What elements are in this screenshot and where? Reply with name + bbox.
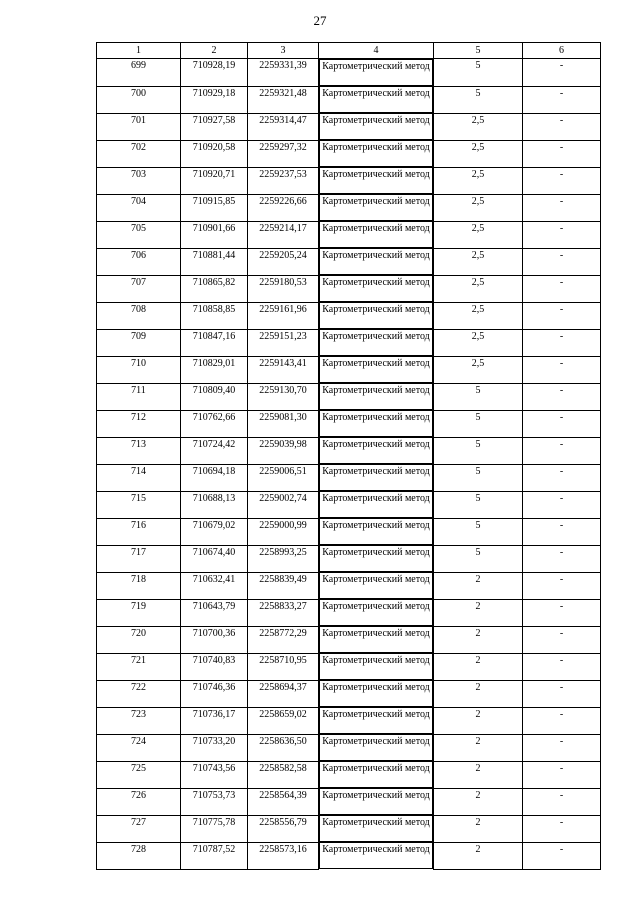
method-cell: Картометрический метод [319, 86, 433, 113]
point-number-cell: 710 [97, 356, 181, 383]
table-row [97, 464, 601, 491]
method-cell: Картометрический метод [319, 788, 433, 815]
accuracy-cell: 2 [434, 680, 523, 707]
note-cell: - [523, 842, 601, 869]
note-cell: - [523, 464, 601, 491]
note-cell: - [523, 167, 601, 194]
method-cell: Картометрический метод [319, 356, 433, 383]
accuracy-cell: 2 [434, 626, 523, 653]
page-number: 27 [313, 13, 327, 28]
table-header-row [97, 43, 601, 59]
accuracy-cell: 2,5 [434, 194, 523, 221]
point-number-cell: 717 [97, 545, 181, 572]
method-cell: Картометрический метод [319, 572, 433, 599]
table-row [97, 221, 601, 248]
method-cell: Картометрический метод [319, 437, 433, 464]
point-number-cell: 702 [97, 140, 181, 167]
method-cell: Картометрический метод [319, 167, 433, 194]
table-row [97, 680, 601, 707]
method-cell: Картометрический метод [319, 626, 433, 653]
accuracy-cell: 2 [434, 707, 523, 734]
y-coordinate-cell: 2259039,98 [248, 437, 319, 464]
accuracy-cell: 2,5 [434, 356, 523, 383]
x-coordinate-cell: 710740,83 [181, 653, 248, 680]
x-coordinate-cell: 710829,01 [181, 356, 248, 383]
point-number-cell: 705 [97, 221, 181, 248]
point-number-cell: 714 [97, 464, 181, 491]
accuracy-cell: 5 [434, 410, 523, 437]
note-cell: - [523, 707, 601, 734]
point-number-cell: 728 [97, 842, 181, 869]
y-coordinate-cell: 2259314,47 [248, 113, 319, 140]
point-number-cell: 723 [97, 707, 181, 734]
table-row [97, 113, 601, 140]
point-number-cell: 715 [97, 491, 181, 518]
method-cell: Картометрический метод [319, 680, 433, 707]
method-cell: Картометрический метод [319, 59, 433, 86]
point-number-cell: 704 [97, 194, 181, 221]
accuracy-cell: 5 [434, 59, 523, 87]
column-header-6: 6 [523, 43, 601, 59]
y-coordinate-cell: 2259321,48 [248, 86, 319, 113]
method-cell: Картометрический метод [319, 221, 433, 248]
accuracy-cell: 2,5 [434, 248, 523, 275]
x-coordinate-cell: 710927,58 [181, 113, 248, 140]
point-number-cell: 701 [97, 113, 181, 140]
y-coordinate-cell: 2259151,23 [248, 329, 319, 356]
y-coordinate-cell: 2258659,02 [248, 707, 319, 734]
y-coordinate-cell: 2259002,74 [248, 491, 319, 518]
x-coordinate-cell: 710679,02 [181, 518, 248, 545]
note-cell: - [523, 599, 601, 626]
y-coordinate-cell: 2259237,53 [248, 167, 319, 194]
point-number-cell: 720 [97, 626, 181, 653]
y-coordinate-cell: 2258556,79 [248, 815, 319, 842]
x-coordinate-cell: 710915,85 [181, 194, 248, 221]
accuracy-cell: 2,5 [434, 275, 523, 302]
note-cell: - [523, 383, 601, 410]
point-number-cell: 711 [97, 383, 181, 410]
table-row [97, 491, 601, 518]
table-row [97, 707, 601, 734]
y-coordinate-cell: 2259214,17 [248, 221, 319, 248]
column-header-2: 2 [181, 43, 248, 59]
note-cell: - [523, 113, 601, 140]
x-coordinate-cell: 710809,40 [181, 383, 248, 410]
note-cell: - [523, 653, 601, 680]
accuracy-cell: 2,5 [434, 302, 523, 329]
coordinates-table [96, 42, 601, 870]
y-coordinate-cell: 2259297,32 [248, 140, 319, 167]
y-coordinate-cell: 2258694,37 [248, 680, 319, 707]
note-cell: - [523, 221, 601, 248]
y-coordinate-cell: 2258710,95 [248, 653, 319, 680]
table-row [97, 59, 601, 87]
method-cell: Картометрический метод [319, 518, 433, 545]
x-coordinate-cell: 710787,52 [181, 842, 248, 869]
y-coordinate-cell: 2259143,41 [248, 356, 319, 383]
note-cell: - [523, 572, 601, 599]
point-number-cell: 709 [97, 329, 181, 356]
method-cell: Картометрический метод [319, 113, 433, 140]
point-number-cell: 722 [97, 680, 181, 707]
column-header-4: 4 [319, 43, 434, 59]
method-cell: Картометрический метод [319, 410, 433, 437]
table-row [97, 545, 601, 572]
point-number-cell: 719 [97, 599, 181, 626]
note-cell: - [523, 59, 601, 87]
method-cell: Картометрический метод [319, 815, 433, 842]
table-row [97, 248, 601, 275]
table-row [97, 383, 601, 410]
method-cell: Картометрический метод [319, 248, 433, 275]
accuracy-cell: 2,5 [434, 329, 523, 356]
x-coordinate-cell: 710643,79 [181, 599, 248, 626]
accuracy-cell: 5 [434, 464, 523, 491]
column-header-1: 1 [97, 43, 181, 59]
method-cell: Картометрический метод [319, 491, 433, 518]
accuracy-cell: 5 [434, 437, 523, 464]
x-coordinate-cell: 710928,19 [181, 59, 248, 87]
y-coordinate-cell: 2258993,25 [248, 545, 319, 572]
note-cell: - [523, 275, 601, 302]
accuracy-cell: 5 [434, 86, 523, 113]
table-row [97, 653, 601, 680]
note-cell: - [523, 329, 601, 356]
accuracy-cell: 2 [434, 788, 523, 815]
x-coordinate-cell: 710847,16 [181, 329, 248, 356]
accuracy-cell: 2 [434, 734, 523, 761]
y-coordinate-cell: 2258833,27 [248, 599, 319, 626]
accuracy-cell: 5 [434, 491, 523, 518]
table-row [97, 329, 601, 356]
note-cell: - [523, 356, 601, 383]
accuracy-cell: 2,5 [434, 140, 523, 167]
x-coordinate-cell: 710736,17 [181, 707, 248, 734]
method-cell: Картометрический метод [319, 545, 433, 572]
method-cell: Картометрический метод [319, 275, 433, 302]
method-cell: Картометрический метод [319, 140, 433, 167]
accuracy-cell: 2,5 [434, 167, 523, 194]
table-row [97, 734, 601, 761]
point-number-cell: 716 [97, 518, 181, 545]
y-coordinate-cell: 2259205,24 [248, 248, 319, 275]
table-row [97, 437, 601, 464]
method-cell: Картометрический метод [319, 707, 433, 734]
x-coordinate-cell: 710746,36 [181, 680, 248, 707]
note-cell: - [523, 302, 601, 329]
table-row [97, 356, 601, 383]
x-coordinate-cell: 710724,42 [181, 437, 248, 464]
y-coordinate-cell: 2259180,53 [248, 275, 319, 302]
table-row [97, 842, 601, 869]
point-number-cell: 727 [97, 815, 181, 842]
note-cell: - [523, 815, 601, 842]
y-coordinate-cell: 2259006,51 [248, 464, 319, 491]
y-coordinate-cell: 2258772,29 [248, 626, 319, 653]
table-row [97, 275, 601, 302]
note-cell: - [523, 734, 601, 761]
x-coordinate-cell: 710775,78 [181, 815, 248, 842]
accuracy-cell: 5 [434, 383, 523, 410]
y-coordinate-cell: 2258564,39 [248, 788, 319, 815]
accuracy-cell: 2 [434, 842, 523, 869]
table-row [97, 194, 601, 221]
table-row [97, 626, 601, 653]
table-body [97, 59, 601, 870]
method-cell: Картометрический метод [319, 761, 433, 788]
note-cell: - [523, 788, 601, 815]
note-cell: - [523, 518, 601, 545]
method-cell: Картометрический метод [319, 329, 433, 356]
x-coordinate-cell: 710929,18 [181, 86, 248, 113]
table-row [97, 788, 601, 815]
x-coordinate-cell: 710733,20 [181, 734, 248, 761]
y-coordinate-cell: 2259130,70 [248, 383, 319, 410]
y-coordinate-cell: 2259161,96 [248, 302, 319, 329]
y-coordinate-cell: 2258839,49 [248, 572, 319, 599]
note-cell: - [523, 626, 601, 653]
table-row [97, 140, 601, 167]
accuracy-cell: 5 [434, 545, 523, 572]
x-coordinate-cell: 710881,44 [181, 248, 248, 275]
point-number-cell: 712 [97, 410, 181, 437]
accuracy-cell: 2,5 [434, 221, 523, 248]
point-number-cell: 713 [97, 437, 181, 464]
accuracy-cell: 2 [434, 653, 523, 680]
x-coordinate-cell: 710700,36 [181, 626, 248, 653]
note-cell: - [523, 248, 601, 275]
accuracy-cell: 5 [434, 518, 523, 545]
note-cell: - [523, 140, 601, 167]
accuracy-cell: 2 [434, 599, 523, 626]
table-row [97, 599, 601, 626]
table-row [97, 815, 601, 842]
method-cell: Картометрический метод [319, 653, 433, 680]
table-row [97, 572, 601, 599]
method-cell: Картометрический метод [319, 383, 433, 410]
x-coordinate-cell: 710674,40 [181, 545, 248, 572]
y-coordinate-cell: 2258582,58 [248, 761, 319, 788]
point-number-cell: 725 [97, 761, 181, 788]
accuracy-cell: 2 [434, 761, 523, 788]
method-cell: Картометрический метод [319, 302, 433, 329]
point-number-cell: 724 [97, 734, 181, 761]
note-cell: - [523, 437, 601, 464]
x-coordinate-cell: 710920,58 [181, 140, 248, 167]
point-number-cell: 699 [97, 59, 181, 87]
table-row [97, 86, 601, 113]
table-row [97, 410, 601, 437]
x-coordinate-cell: 710865,82 [181, 275, 248, 302]
note-cell: - [523, 410, 601, 437]
note-cell: - [523, 194, 601, 221]
x-coordinate-cell: 710762,66 [181, 410, 248, 437]
point-number-cell: 726 [97, 788, 181, 815]
y-coordinate-cell: 2259000,99 [248, 518, 319, 545]
point-number-cell: 718 [97, 572, 181, 599]
table-row [97, 302, 601, 329]
y-coordinate-cell: 2259081,30 [248, 410, 319, 437]
x-coordinate-cell: 710901,66 [181, 221, 248, 248]
point-number-cell: 703 [97, 167, 181, 194]
table-row [97, 761, 601, 788]
accuracy-cell: 2,5 [434, 113, 523, 140]
x-coordinate-cell: 710920,71 [181, 167, 248, 194]
method-cell: Картометрический метод [319, 194, 433, 221]
note-cell: - [523, 680, 601, 707]
x-coordinate-cell: 710743,56 [181, 761, 248, 788]
note-cell: - [523, 545, 601, 572]
x-coordinate-cell: 710694,18 [181, 464, 248, 491]
x-coordinate-cell: 710753,73 [181, 788, 248, 815]
method-cell: Картометрический метод [319, 464, 433, 491]
column-header-3: 3 [248, 43, 319, 59]
note-cell: - [523, 86, 601, 113]
accuracy-cell: 2 [434, 815, 523, 842]
x-coordinate-cell: 710858,85 [181, 302, 248, 329]
method-cell: Картометрический метод [319, 842, 433, 869]
y-coordinate-cell: 2258573,16 [248, 842, 319, 869]
x-coordinate-cell: 710632,41 [181, 572, 248, 599]
note-cell: - [523, 761, 601, 788]
y-coordinate-cell: 2258636,50 [248, 734, 319, 761]
accuracy-cell: 2 [434, 572, 523, 599]
point-number-cell: 706 [97, 248, 181, 275]
method-cell: Картометрический метод [319, 599, 433, 626]
point-number-cell: 707 [97, 275, 181, 302]
x-coordinate-cell: 710688,13 [181, 491, 248, 518]
table-row [97, 518, 601, 545]
column-header-5: 5 [434, 43, 523, 59]
table-row [97, 167, 601, 194]
method-cell: Картометрический метод [319, 734, 433, 761]
point-number-cell: 708 [97, 302, 181, 329]
point-number-cell: 721 [97, 653, 181, 680]
y-coordinate-cell: 2259331,39 [248, 59, 319, 87]
y-coordinate-cell: 2259226,66 [248, 194, 319, 221]
note-cell: - [523, 491, 601, 518]
point-number-cell: 700 [97, 86, 181, 113]
